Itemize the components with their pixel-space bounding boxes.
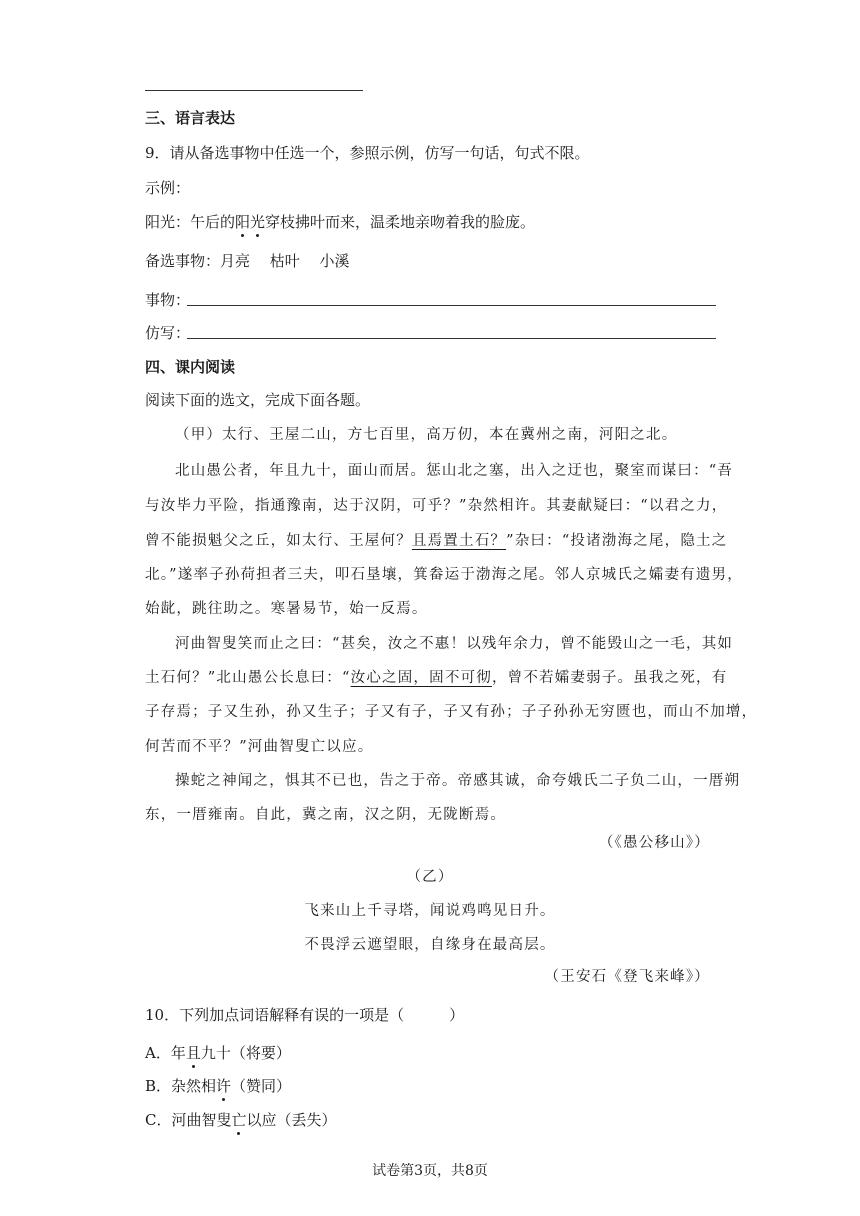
text-run: 曾不能损魁父之丘，如太行、王屋何？ (145, 533, 412, 549)
passage-jia-line: 始龀，跳往助之。寒暑易节，始一反焉。 (145, 601, 428, 617)
imitate-answer-line[interactable] (187, 338, 716, 339)
passage-jia-line: 何苦而不平？”河曲智叟亡以应。 (145, 739, 374, 755)
dotted-char: 亡 (231, 1111, 247, 1129)
question-10-stem: 10．下列加点词语解释有误的一项是（ ） (145, 1006, 465, 1024)
passage-jia-line: 操蛇之神闻之，惧其不已也，告之于帝。帝感其诚，命夸娥氏二子负二山，一厝朔 (175, 773, 741, 789)
dotted-char: 光 (250, 213, 266, 231)
option-text: （赞同） (231, 1077, 292, 1095)
underlined-sentence: 且焉置土石？ (411, 533, 507, 549)
passage-yi-label: （乙） (406, 869, 454, 885)
passage-jia-line: 北山愚公者，年且九十，面山而居。惩山北之塞，出入之迂也，聚室而谋曰：“吾 (175, 463, 734, 479)
option-b[interactable] (145, 1075, 291, 1096)
text-run: ”杂曰：“投诸渤海之尾，隐土之 (506, 533, 728, 549)
text-run: 土石何？”北山愚公长息曰：“ (145, 670, 351, 686)
passage-jia-line: 与汝毕力平险，指通豫南，达于汉阴，可乎？”杂然相许。其妻献疑曰：“以君之力， (145, 498, 728, 514)
passage-jia-line: 北。”遂率子孙荷担者三夫，叩石垦壤，箕畚运于渤海之尾。邻人京城氏之孀妻有遗男， (145, 567, 743, 583)
dotted-char: 且 (185, 1044, 201, 1062)
example-label: 示例： (145, 179, 191, 197)
question-9-stem: 9．请从备选事物中任选一个，参照示例，仿写一句话，句式不限。 (145, 144, 590, 162)
option-text: 以应（丢失） (246, 1111, 337, 1129)
option-items: 备选事物：月亮 枯叶 小溪 (145, 252, 350, 270)
passage-jia-line: 子存焉；子又生孙，孙又生子；子又有子，子又有孙；子子孙孙无穷匮也，而山不加增， (145, 704, 758, 720)
example-sentence (145, 211, 535, 232)
dotted-char: 阳 (235, 213, 251, 231)
option-text: 九十（将要） (200, 1044, 291, 1062)
text-run: ，曾不若孀妻弱子。虽我之死，有 (491, 670, 728, 686)
example-prefix: 阳光：午后的 (145, 213, 236, 231)
source-yi: （王安石《登飞来峰》） (544, 969, 710, 985)
option-c[interactable] (145, 1109, 337, 1130)
passage-jia-line: 河曲智叟笑而止之曰：“甚矣，汝之不惠！以残年余力，曾不能毁山之一毛，其如 (175, 636, 734, 652)
source-jia: （《愚公移山》） (598, 835, 710, 851)
option-text: C．河曲智叟 (145, 1111, 232, 1129)
imitate-label: 仿写： (145, 324, 191, 342)
passage-jia-line (145, 529, 727, 550)
example-suffix: 穿枝拂叶而来，温柔地亲吻着我的脸庞。 (265, 213, 536, 231)
passage-jia-line: 东，一厝雍南。自此，冀之南，汉之阴，无陇断焉。 (145, 807, 507, 823)
passage-jia-line (145, 666, 727, 687)
page-footer: 试卷第3页，共8页 (372, 1163, 488, 1179)
answer-line-top (145, 90, 363, 91)
option-text: B．杂然相 (145, 1077, 217, 1095)
reading-instruction: 阅读下面的选文，完成下面各题。 (145, 391, 371, 409)
option-a[interactable] (145, 1042, 291, 1063)
section-heading-reading: 四、课内阅读 (145, 358, 236, 376)
dotted-char: 许 (216, 1077, 232, 1095)
thing-label: 事物： (145, 291, 191, 309)
option-text: A．年 (145, 1044, 186, 1062)
section-heading-language: 三、语言表达 (145, 109, 236, 127)
poem-line-2: 不畏浮云遮望眼，自缘身在最高层。 (304, 937, 556, 953)
underlined-sentence: 汝心之固，固不可彻 (350, 670, 492, 686)
poem-line-1: 飞来山上千寻塔，闻说鸡鸣见日升。 (304, 903, 556, 919)
passage-jia-line: （甲）太行、王屋二山，方七百里，高万仞，本在冀州之南，河阳之北。 (175, 427, 678, 443)
thing-answer-line[interactable] (187, 305, 716, 306)
